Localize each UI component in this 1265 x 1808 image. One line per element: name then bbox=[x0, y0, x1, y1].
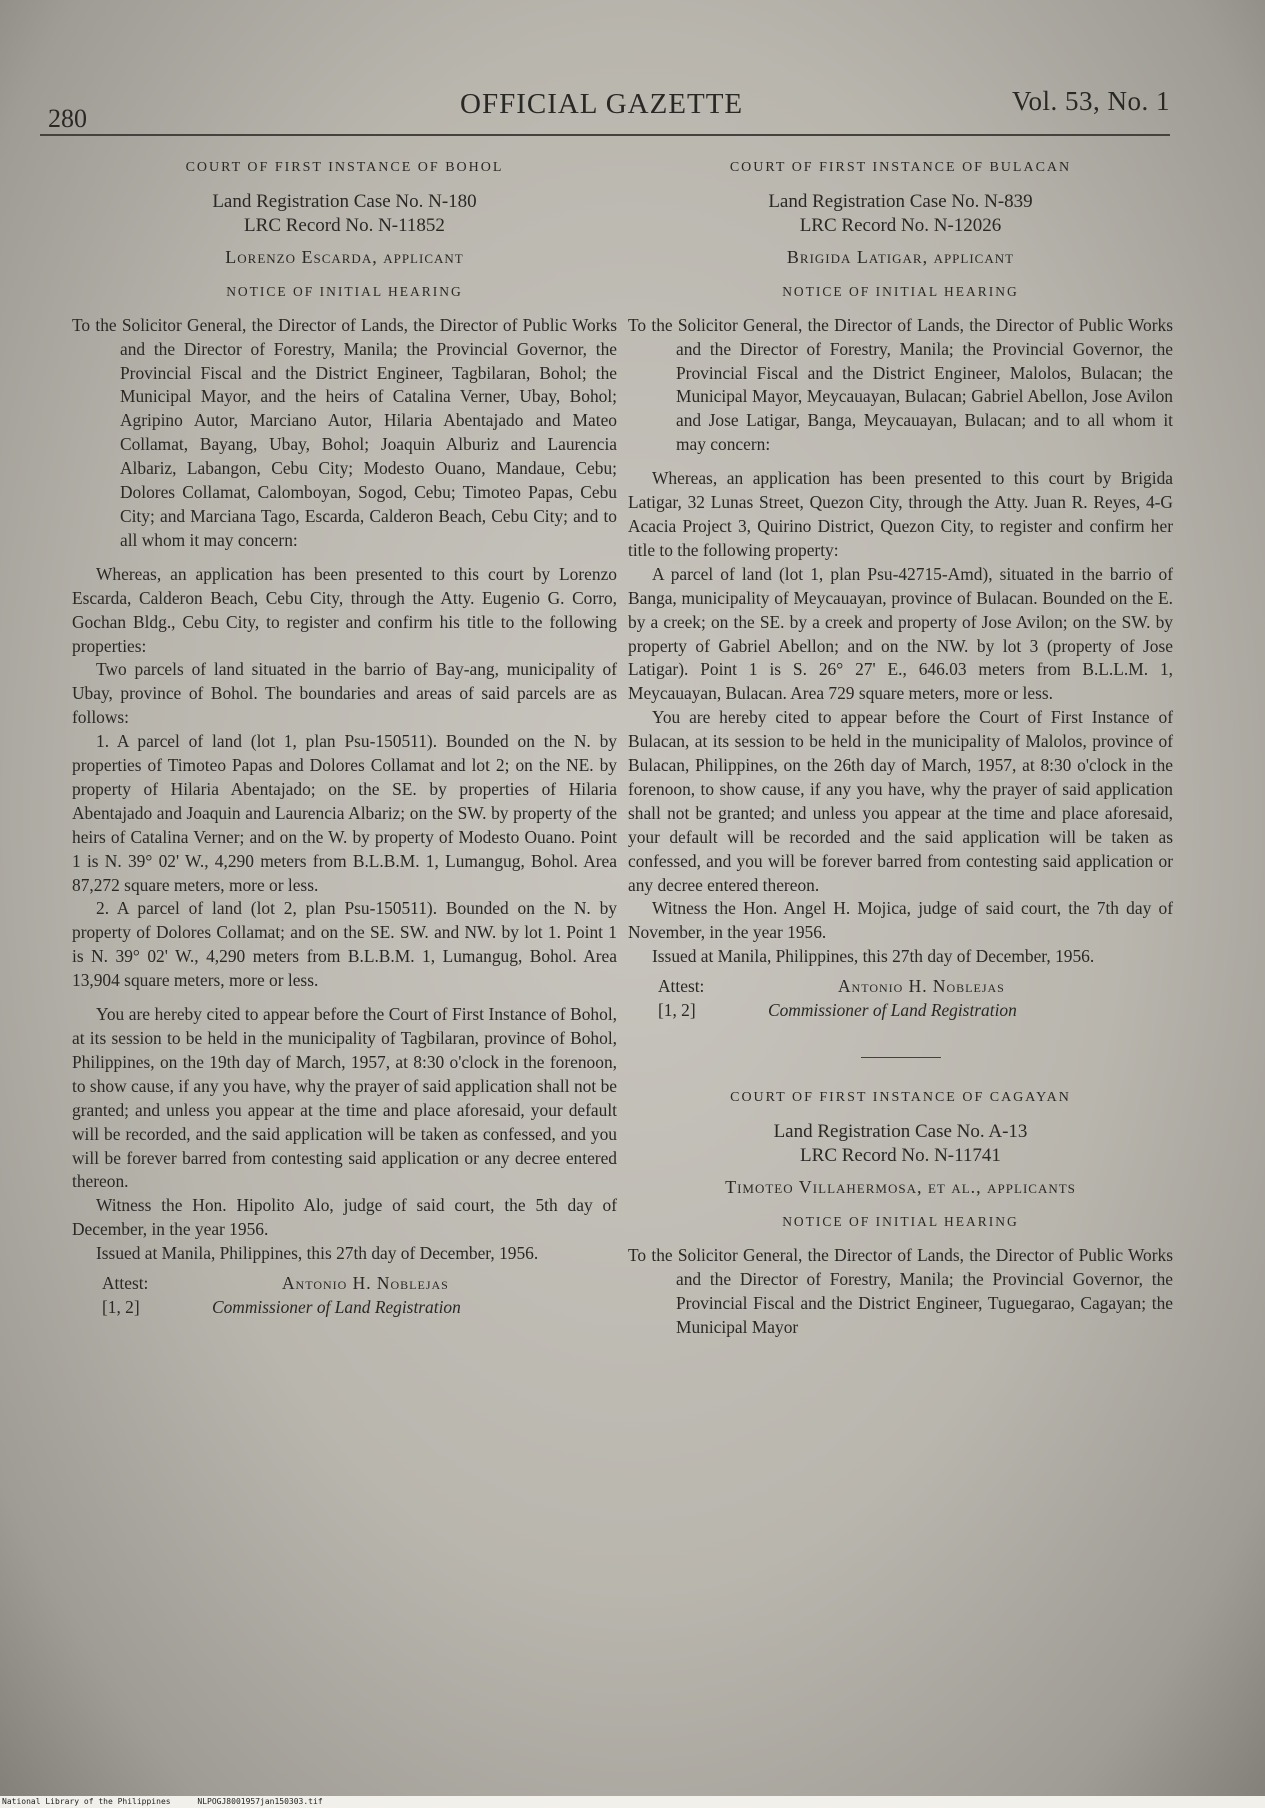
header-rule bbox=[40, 134, 1170, 136]
addressee-paragraph-cagayan: To the Solicitor General, the Director of Lands, the Director of Public Works and the Director of Forestry, Manila; the Provincial Governor, the Provincial Fiscal and the District Engineer, Tuguegarao, Cagayan; the Municipal Mayor bbox=[628, 1244, 1173, 1337]
applicant-line: Brigida Latigar, applicant bbox=[786, 246, 1015, 267]
case-line: Land Registration Case No. A-13 bbox=[773, 1121, 1028, 1143]
scan-footer bbox=[0, 1796, 1265, 1808]
scan-filename: NLPOGJ8001957jan150303.tif bbox=[197, 1797, 323, 1806]
lot-paragraph: A parcel of land (lot 1, plan Psu-42715-Amd), situated in the barrio of Banga, municipality of Meycauayan, province of Bulacan. Bounded on the E. by a creek; on the SE. by a creek and property of Jose Avilon; on the SW. by property of Gabriel Abellon; and on the NW. by lot 3 (property of Jose Latigar). Point 1 is S. 26° 27' E., 646.03 meters from B.L.L.M. 1, Meycauayan, Bulacan. Area 729 square meters, more or less. bbox=[628, 563, 1173, 704]
gazette-title: OFFICIAL GAZETTE bbox=[460, 88, 744, 120]
court-heading: COURT OF FIRST INSTANCE OF BOHOL bbox=[185, 160, 504, 175]
witness-paragraph: Witness the Hon. Angel H. Mojica, judge of said court, the 7th day of November, in the year 1956. bbox=[628, 898, 1173, 943]
library-credit: National Library of the Philippines bbox=[2, 1797, 171, 1806]
commissioner-name: Antonio H. Noblejas bbox=[838, 976, 1005, 997]
attest-block bbox=[72, 1272, 617, 1320]
notice-heading: NOTICE OF INITIAL HEARING bbox=[782, 283, 1019, 299]
record-line: LRC Record No. N-11741 bbox=[800, 1145, 1001, 1167]
case-number-cagayan bbox=[628, 1120, 1173, 1168]
notice-heading: NOTICE OF INITIAL HEARING bbox=[226, 283, 463, 299]
volume-number: Vol. 53, No. 1 bbox=[1011, 86, 1170, 116]
parcels-paragraph: Two parcels of land situated in the barrio of Bay-ang, municipality of Ubay, province of Bohol. The boundaries and areas of said parcels are as follows: bbox=[72, 659, 617, 728]
addressee-paragraph: To the Solicitor General, the Director of Lands, the Director of Public Works and the Director of Forestry, Manila; the Provincial Governor, the Provincial Fiscal and the District Engineer, Tagbilaran, Bohol; the Municipal Mayor, and the heirs of Catalina Verner, Ubay, Bohol; Agripino Autor, Marciano Autor, Hilaria Abentajado and Mateo Collamat, Bayang, Ubay, Bohol; Joaquin Alburiz and Laurencia Albariz, Labangon, Cebu City; Modesto Ouano, Mandaue, Cebu; Dolores Collamat, Calomboyan, Sogod, Cebu; Timoteo Papas, Cebu City; and Marciana Tago, Escarda, Calderon Beach, Cebu City; and to all whom it may concern: bbox=[72, 314, 617, 550]
section-divider bbox=[861, 1057, 941, 1058]
page-number: 280 bbox=[48, 104, 87, 133]
case-line: Land Registration Case No. N-839 bbox=[768, 190, 1033, 212]
issued-paragraph: Issued at Manila, Philippines, this 27th day of December, 1956. bbox=[96, 1243, 539, 1264]
commissioner-title: Commissioner of Land Registration bbox=[212, 1297, 461, 1318]
record-line: LRC Record No. N-12026 bbox=[799, 214, 1002, 236]
page-header bbox=[40, 78, 1170, 134]
case-number bbox=[628, 190, 1173, 238]
attest-reference: [1, 2] bbox=[658, 1000, 696, 1021]
commissioner-title: Commissioner of Land Registration bbox=[768, 1000, 1017, 1021]
applicant-line-cagayan: Timoteo Villahermosa, et al., applicants bbox=[725, 1177, 1076, 1198]
issued-paragraph: Issued at Manila, Philippines, this 27th day of December, 1956. bbox=[652, 946, 1095, 967]
attest-label: Attest: bbox=[658, 976, 705, 997]
whereas-paragraph: Whereas, an application has been presented to this court by Lorenzo Escarda, Calderon Beach, Cebu City, through the Atty. Eugenio G. Corro, Gochan Bldg., Cebu City, to register and confirm his title to the following properties: bbox=[72, 563, 617, 656]
addressee-paragraph: To the Solicitor General, the Director of Lands, the Director of Public Works and the Director of Forestry, Manila; the Provincial Governor, the Provincial Fiscal and the District Engineer, Malolos, Bulacan; the Municipal Mayor, Meycauayan, Bulacan; Gabriel Abellon, Jose Avilon and Jose Latigar, Banga, Meycauayan, Bulacan; and to all whom it may concern: bbox=[628, 314, 1173, 455]
case-number bbox=[72, 190, 617, 238]
attest-label: Attest: bbox=[102, 1273, 149, 1294]
right-column bbox=[628, 148, 1173, 1350]
citation-paragraph: You are hereby cited to appear before the Court of First Instance of Bohol, at its session to be held in the municipality of Tagbilaran, province of Bohol, Philippines, on the 19th day of March, 1957, at 8:30 o'clock in the forenoon, to show cause, if any you have, why the prayer of said application shall not be granted; and unless you appear at the time and place aforesaid, your default will be recorded, and the said application will be taken as confessed, and you will be forever barred from contesting said application or any decree entered thereon. bbox=[72, 1004, 617, 1192]
court-heading: COURT OF FIRST INSTANCE OF BULACAN bbox=[729, 160, 1072, 175]
lot-2-paragraph: 2. A parcel of land (lot 2, plan Psu-150511). Bounded on the N. by property of Dolores Collamat; and on the SE. SW. and NW. by lot 1. Point 1 is N. 39° 02' W., 4,290 meters from B.L.B.M. 1, Lumangug, Bohol. Area 13,904 square meters, more or less. bbox=[72, 898, 617, 991]
case-line: Land Registration Case No. N-180 bbox=[212, 190, 477, 212]
commissioner-name: Antonio H. Noblejas bbox=[282, 1273, 449, 1294]
attest-reference: [1, 2] bbox=[102, 1297, 140, 1318]
left-column bbox=[72, 148, 617, 1320]
notice-heading-cagayan: NOTICE OF INITIAL HEARING bbox=[782, 1214, 1019, 1229]
lot-1-paragraph: 1. A parcel of land (lot 1, plan Psu-150511). Bounded on the N. by properties of Timoteo Papas and Dolores Collamat and lot 2; on the NE. by property of Hilaria Abentajado; on the SE. by properties of Hilaria Abentajado and Joaquin and Laurencia Albariz; on the SW. by property of the heirs of Catalina Verner; and on the W. by property of Modesto Ouano. Point 1 is N. 39° 02' W., 4,290 meters from B.L.B.M. 1, Lumangug, Bohol. Area 87,272 square meters, more or less. bbox=[72, 731, 617, 895]
record-line: LRC Record No. N-11852 bbox=[244, 214, 445, 236]
court-heading-cagayan: COURT OF FIRST INSTANCE OF CAGAYAN bbox=[730, 1090, 1071, 1106]
attest-block bbox=[628, 975, 1173, 1023]
witness-paragraph: Witness the Hon. Hipolito Alo, judge of said court, the 5th day of December, in the year 1956. bbox=[72, 1195, 617, 1240]
whereas-paragraph: Whereas, an application has been presented to this court by Brigida Latigar, 32 Lunas Street, Quezon City, through the Atty. Juan R. Reyes, 4-G Acacia Project 3, Quirino District, Quezon City, to register and confirm her title to the following property: bbox=[628, 468, 1173, 560]
citation-paragraph: You are hereby cited to appear before the Court of First Instance of Bulacan, at its session to be held in the municipality of Malolos, province of Bulacan, Philippines, on the 26th day of March, 1957, at 8:30 o'clock in the forenoon, to show cause, if any you have, why the prayer of said application shall not be granted; and unless you appear at the time and place aforesaid, your default will be recorded and the said application will be taken as confessed, and you will be forever barred from contesting said application or any decree entered thereon. bbox=[628, 707, 1173, 895]
applicant-line: Lorenzo Escarda, applicant bbox=[225, 246, 464, 267]
